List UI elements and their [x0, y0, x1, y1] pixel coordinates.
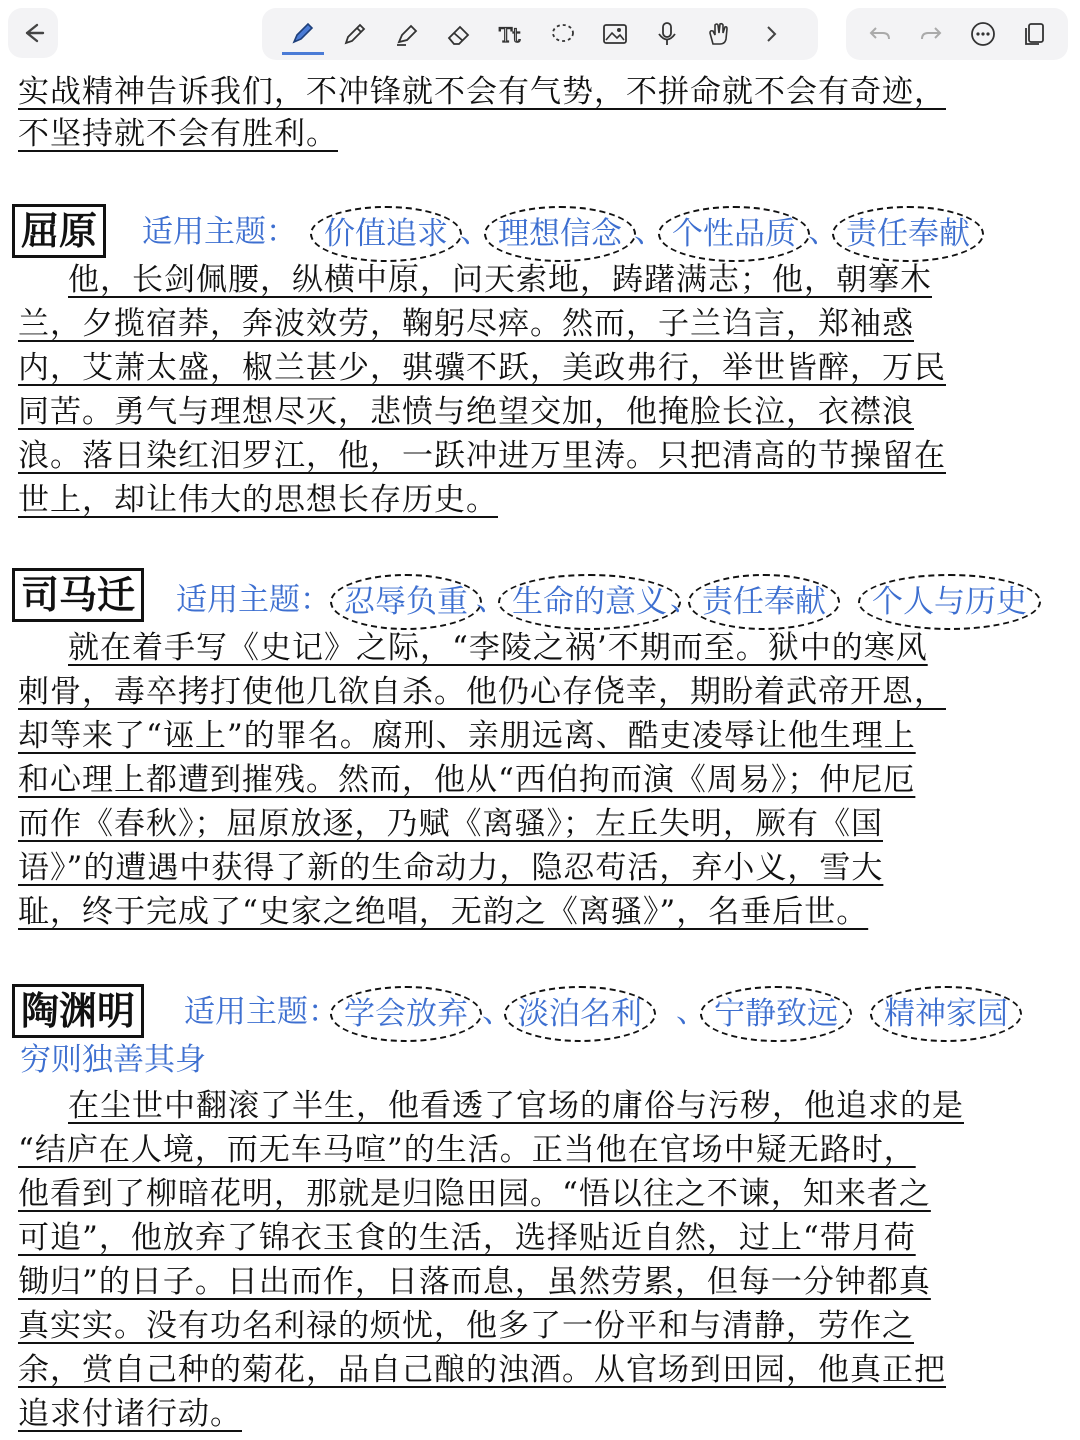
paragraph-line: 和心理上都遭到摧残。然而，他从“西伯拘而演《周易》；仲尼厄 [18, 762, 916, 798]
tag-separator: 、 [670, 582, 701, 618]
pencil-icon [340, 19, 370, 49]
theme-tag: 淡泊名利 [504, 986, 656, 1042]
pen-tool-button[interactable] [282, 13, 324, 55]
paragraph-line: 在尘世中翻滚了半生，他看透了官场的庸俗与污秽，他追求的是 [68, 1088, 964, 1124]
theme-tag: 生命的意义 [498, 574, 681, 630]
lasso-icon [548, 19, 578, 49]
theme-tag: 理想信念 [484, 206, 636, 262]
highlighter-icon [392, 19, 422, 49]
undo-button[interactable] [859, 13, 901, 55]
pen-icon [288, 18, 318, 48]
paragraph-line: 同苦。勇气与理想尽灭，悲愤与绝望交加，他掩脸长泣，衣襟浪 [18, 394, 914, 430]
theme-label-extra: 穷则独善其身 [20, 1042, 206, 1078]
paragraph-line: 追求付诸行动。 [18, 1396, 242, 1432]
theme-tag: 宁静致远 [700, 986, 852, 1042]
paragraph-line: 他，长剑佩腰，纵横中原，问天索地，踌躇满志；他，朝搴木 [68, 262, 932, 298]
theme-tag: 精神家园 [870, 986, 1022, 1042]
paragraph-line: 世上，却让伟大的思想长存历史。 [18, 482, 498, 518]
intro-line: 不坚持就不会有胜利。 [18, 116, 338, 152]
paragraph-line: 兰，夕揽宿莽，奔波效劳，鞠躬尽瘁。然而，子兰诌言，郑袖惑 [18, 306, 914, 342]
theme-tag: 价值追求 [310, 206, 462, 262]
section-heading: 司马迁 [12, 568, 144, 622]
tag-separator: 、 [808, 214, 839, 250]
lasso-tool-button[interactable] [542, 13, 584, 55]
paragraph-line: 余，赏自己种的菊花，品自己酿的浊酒。从官场到田园，他真正把 [18, 1352, 946, 1388]
theme-tag: 个性品质 [658, 206, 810, 262]
paragraph-line: “结庐在人境，而无车马喧”的生活。正当他在官场中疑无路时， [18, 1132, 916, 1168]
theme-tag: 责任奉献 [688, 574, 840, 630]
paragraph-line: 浪。落日染红汨罗江，他，一跃冲进万里涛。只把清高的节操留在 [18, 438, 946, 474]
microphone-icon [652, 19, 682, 49]
more-options-button[interactable] [962, 13, 1004, 55]
section-heading: 陶渊明 [12, 984, 144, 1038]
eraser-tool-button[interactable] [438, 13, 480, 55]
hand-draw-tool-button[interactable] [698, 13, 740, 55]
tag-separator: 、 [460, 214, 491, 250]
paragraph-line: 语》”的遭遇中获得了新的生命动力，隐忍苟活，弃小义，雪大 [18, 850, 884, 886]
theme-tag: 责任奉献 [832, 206, 984, 262]
paragraph-line: 就在着手写《史记》之际，“李陵之祸’不期而至。狱中的寒风 [68, 630, 928, 666]
theme-label: 适用主题： [184, 994, 339, 1030]
back-button[interactable] [8, 8, 58, 58]
paragraph-line: 他看到了柳暗花明，那就是归隐田园。“悟以往之不谏，知来者之 [18, 1176, 931, 1212]
section-heading: 屈原 [12, 204, 106, 258]
paragraph-line: 锄归”的日子。日出而作，日落而息，虽然劳累，但每一分钟都真 [18, 1264, 931, 1300]
text-tool-button[interactable] [490, 13, 532, 55]
chevron-right-icon [756, 19, 786, 49]
back-arrow-icon [19, 19, 47, 47]
theme-tag: 个人与历史 [858, 574, 1041, 630]
pencil-tool-button[interactable] [334, 13, 376, 55]
theme-label: 适用主题： [176, 582, 331, 618]
history-controls [846, 8, 1068, 60]
theme-label: 适用主题： [142, 214, 297, 250]
pages-icon [1020, 20, 1048, 48]
paragraph-line: 刺骨，毒卒拷打使他几欲自杀。他仍心存侥幸，期盼着武帝开恩， [18, 674, 946, 710]
svg-text:Tt: Tt [499, 23, 521, 47]
more-icon [969, 20, 997, 48]
tag-separator: 、 [634, 214, 665, 250]
text-tool-icon [496, 19, 526, 49]
image-icon [600, 19, 630, 49]
paragraph-line: 而作《春秋》；屈原放逐，乃赋《离骚》；左丘失明，厥有《国 [18, 806, 883, 842]
tag-separator: 、 [476, 582, 507, 618]
intro-line: 实战精神告诉我们，不冲锋就不会有气势，不拼命就不会有奇迹， [18, 74, 946, 110]
paragraph-line: 内，艾萧太盛，椒兰甚少，骐骥不跃，美政弗行，举世皆醉，万民 [18, 350, 946, 386]
microphone-tool-button[interactable] [646, 13, 688, 55]
theme-tag: 学会放弃 [330, 986, 482, 1042]
more-tools-button[interactable] [750, 13, 792, 55]
hand-draw-icon [704, 19, 734, 49]
redo-icon [917, 20, 945, 48]
highlighter-tool-button[interactable] [386, 13, 428, 55]
pages-button[interactable] [1013, 13, 1055, 55]
paragraph-line: 真实实。没有功名利禄的烦忧，他多了一份平和与清静，劳作之 [18, 1308, 914, 1344]
paragraph-line: 却等来了“诬上”的罪名。腐刑、亲朋远离、酷吏凌辱让他生理上 [18, 718, 916, 754]
undo-icon [866, 20, 894, 48]
toolbar [0, 0, 1080, 72]
eraser-icon [444, 19, 474, 49]
redo-button[interactable] [910, 13, 952, 55]
tag-separator: 、 [482, 994, 513, 1030]
image-tool-button[interactable] [594, 13, 636, 55]
tool-palette [262, 8, 818, 60]
paragraph-line: 可追”，他放弃了锦衣玉食的生活，选择贴近自然，过上“带月荷 [18, 1220, 916, 1256]
tag-separator: 、 [676, 994, 707, 1030]
theme-tag: 忍辱负重 [330, 574, 482, 630]
paragraph-line: 耻，终于完成了“史家之绝唱，无韵之《离骚》”，名垂后世。 [18, 894, 869, 930]
